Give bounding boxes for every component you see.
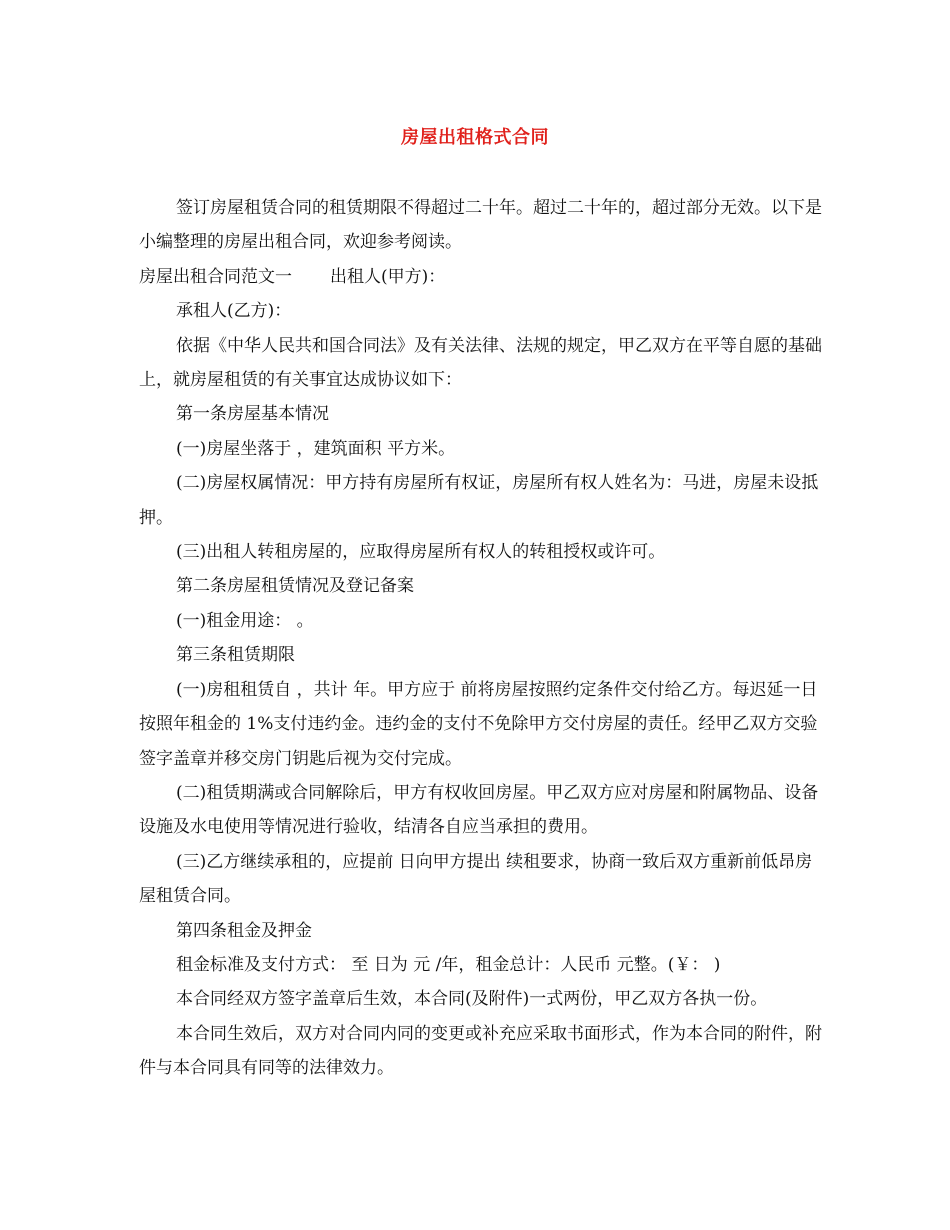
paragraph-intro: 签订房屋租赁合同的租赁期限不得超过二十年。超过二十年的，超过部分无效。以下是小编整理的房屋出租合同，欢迎参考阅读。 <box>139 198 822 253</box>
document-body <box>139 191 829 1086</box>
lessor-label: 出租人(甲方)： <box>330 266 446 287</box>
sample-title: 房屋出租合同范文一 <box>139 266 292 287</box>
section-heading-3: 第三条租赁期限 <box>176 645 295 666</box>
clause-1-2: (二)房屋权属情况：甲方持有房屋所有权证，房屋所有权人姓名为：马进，房屋未设抵押。 <box>139 473 819 528</box>
clause-effect: 本合同经双方签字盖章后生效，本合同(及附件)一式两份，甲乙双方各执一份。 <box>176 989 768 1010</box>
section-heading-4: 第四条租金及押金 <box>176 920 312 941</box>
section-heading-2: 第二条房屋租赁情况及登记备案 <box>176 576 414 597</box>
clause-1-3: (三)出租人转租房屋的，应取得房屋所有权人的转租授权或许可。 <box>176 542 666 563</box>
section-heading-1: 第一条房屋基本情况 <box>176 404 329 425</box>
paragraph-lessee: 承租人(乙方)： <box>176 301 292 322</box>
clause-3-2: (二)租赁期满或合同解除后，甲方有权收回房屋。甲乙双方应对房屋和附属物品、设备设施及水电使用等情况进行验收，结清各自应当承担的费用。 <box>139 782 819 838</box>
clause-2-1: (一)租金用途： 。 <box>176 610 314 631</box>
clause-4-rent: 租金标准及支付方式： 至 日为 元 /年，租金总计：人民币 元整。(￥： ) <box>176 954 721 975</box>
paragraph-sample-heading <box>139 260 829 294</box>
document-title: 房屋出租格式合同 <box>401 127 549 148</box>
clause-1-1: (一)房屋坐落于 ，建筑面积 平方米。 <box>176 438 456 459</box>
paragraph-basis: 依据《中华人民共和国合同法》及有关法律、法规的规定，甲乙双方在平等自愿的基础上，就房屋租赁的有关事宜达成协议如下： <box>139 335 822 391</box>
clause-amendment: 本合同生效后，双方对合同内同的变更或补充应采取书面形式，作为本合同的附件，附件与本合同具有同等的法律效力。 <box>139 1023 822 1079</box>
clause-3-3: (三)乙方继续承租的，应提前 日向甲方提出 续租要求，协商一致后双方重新前低昂房屋租赁合同。 <box>139 851 813 907</box>
clause-3-1: (一)房租租赁自 ，共计 年。甲方应于 前将房屋按照约定条件交付给乙方。每迟延一日按照年租金的 1%支付违约金。违约金的支付不免除甲方交付房屋的责任。经甲乙双方交验签字盖章并移交房门钥匙后视为交付完成。 <box>139 679 818 769</box>
